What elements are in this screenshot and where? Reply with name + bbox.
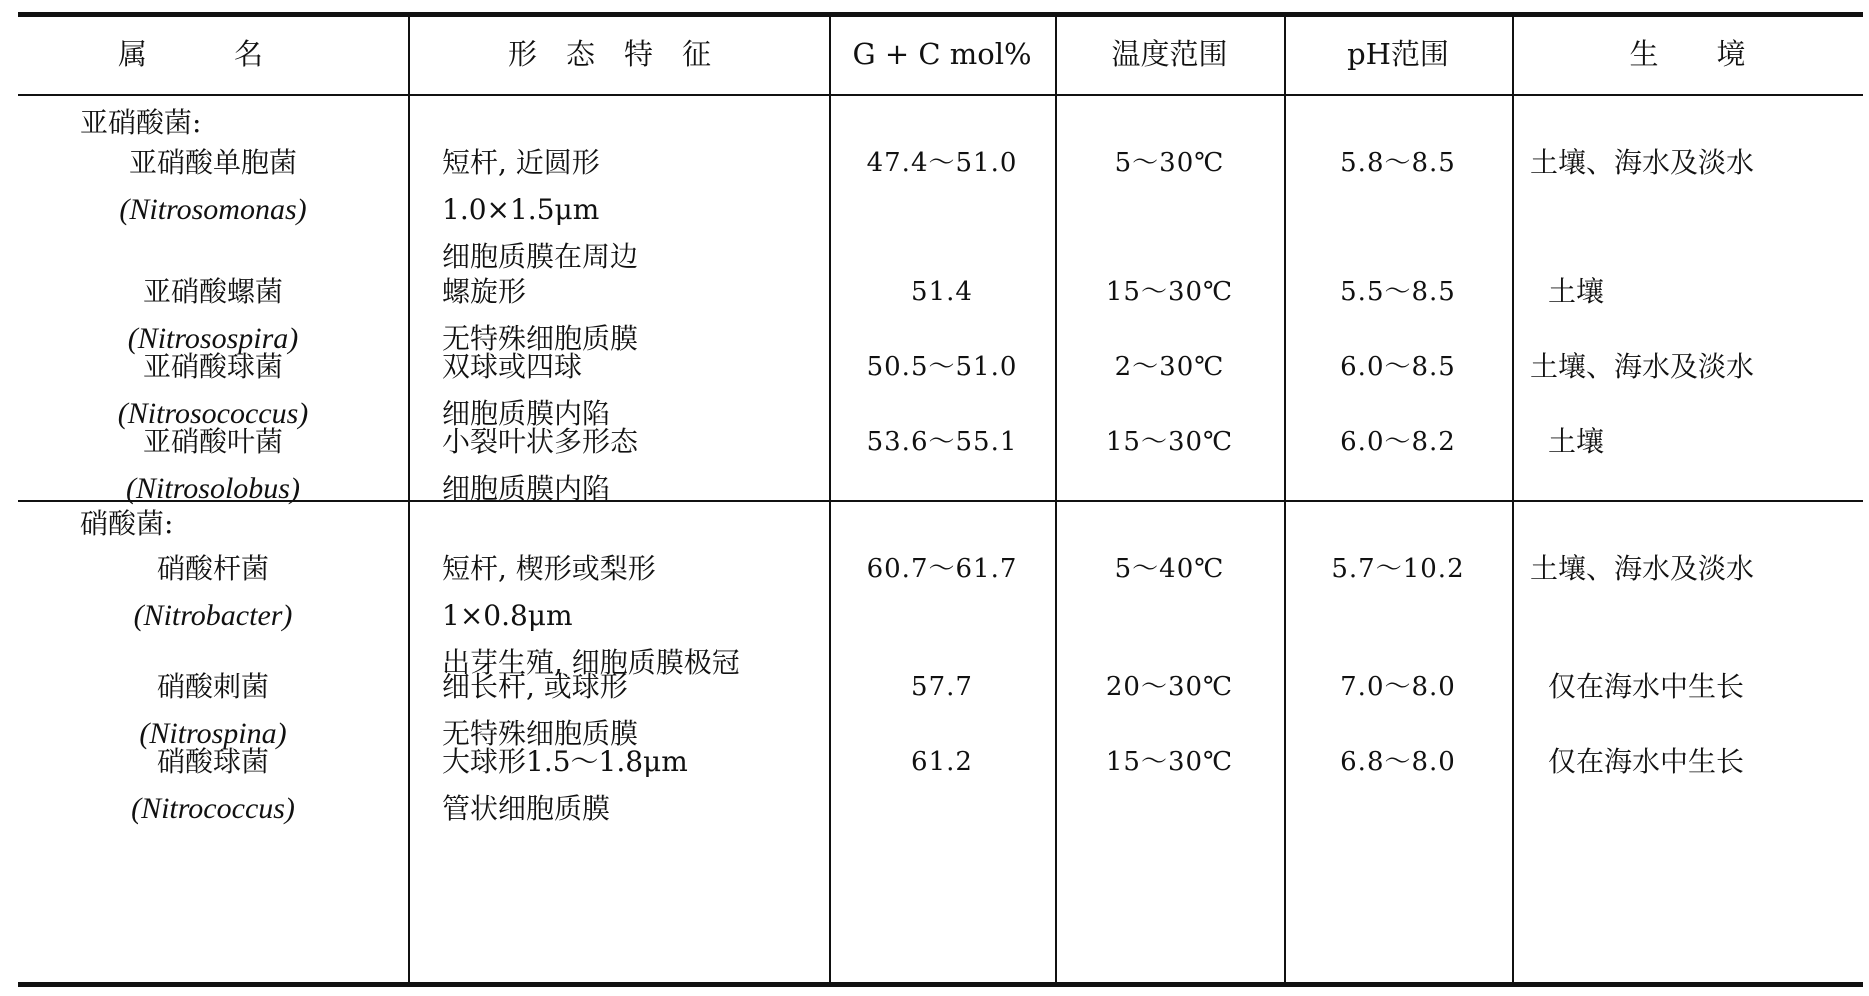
group-label-nitrate: 硝酸菌: bbox=[80, 507, 174, 540]
genus-name: 亚硝酸叶菌 bbox=[142, 425, 283, 458]
morphology-line: 小裂叶状多形态 bbox=[442, 425, 639, 458]
temperature-value: 15～30℃ bbox=[1105, 747, 1234, 777]
genus-latin: (Nitrospina) bbox=[139, 717, 287, 750]
genus-name: 硝酸杆菌 bbox=[156, 552, 269, 585]
header-temperature: 温度范围 bbox=[1111, 37, 1228, 71]
genus-name: 硝酸球菌 bbox=[156, 745, 269, 778]
habitat-value: 土壤、海水及淡水 bbox=[1530, 350, 1755, 383]
gc-value: 50.5～51.0 bbox=[866, 352, 1018, 382]
habitat-value: 土壤、海水及淡水 bbox=[1530, 552, 1755, 585]
morphology-line: 大球形1.5～1.8μm bbox=[442, 745, 688, 778]
habitat-value: 仅在海水中生长 bbox=[1548, 670, 1745, 703]
bacteria-table bbox=[18, 12, 1863, 987]
morphology-line: 细胞质膜在周边 bbox=[442, 240, 639, 273]
ph-value: 7.0～8.0 bbox=[1340, 672, 1456, 702]
temperature-value: 15～30℃ bbox=[1105, 427, 1234, 457]
ph-value: 5.7～10.2 bbox=[1331, 554, 1465, 584]
col-divider-5 bbox=[1512, 12, 1514, 987]
ph-value: 6.8～8.0 bbox=[1340, 747, 1456, 777]
genus-name: 亚硝酸球菌 bbox=[142, 350, 283, 383]
gc-value: 53.6～55.1 bbox=[866, 427, 1018, 457]
morphology-line: 出芽生殖, 细胞质膜极冠 bbox=[442, 646, 740, 679]
habitat-value: 土壤、海水及淡水 bbox=[1530, 146, 1755, 179]
morphology-line: 短杆, 楔形或梨形 bbox=[442, 552, 656, 585]
header-ph: pH范围 bbox=[1347, 37, 1449, 71]
temperature-value: 2～30℃ bbox=[1114, 352, 1225, 382]
morphology-line: 细胞质膜内陷 bbox=[442, 472, 611, 505]
header-rule bbox=[18, 94, 1863, 96]
temperature-value: 5～40℃ bbox=[1114, 554, 1225, 584]
genus-latin: (Nitrococcus) bbox=[131, 792, 295, 825]
group-label-nitrite: 亚硝酸菌: bbox=[80, 106, 202, 139]
header-genus: 属 名 bbox=[118, 37, 264, 71]
habitat-value: 仅在海水中生长 bbox=[1548, 745, 1745, 778]
genus-name: 硝酸刺菌 bbox=[156, 670, 269, 703]
genus-latin: (Nitrosococcus) bbox=[117, 397, 309, 430]
bottom-rule bbox=[18, 982, 1863, 987]
gc-value: 47.4～51.0 bbox=[866, 148, 1018, 178]
ph-value: 5.8～8.5 bbox=[1340, 148, 1456, 178]
gc-value: 57.7 bbox=[911, 672, 973, 702]
morphology-line: 1×0.8μm bbox=[442, 599, 573, 632]
morphology-line: 短杆, 近圆形 bbox=[442, 146, 600, 179]
morphology-line: 细长杆, 或球形 bbox=[442, 670, 628, 703]
morphology-line: 双球或四球 bbox=[442, 350, 583, 383]
habitat-value: 土壤 bbox=[1548, 425, 1605, 458]
genus-latin: (Nitrosospira) bbox=[127, 322, 299, 355]
temperature-value: 5～30℃ bbox=[1114, 148, 1225, 178]
morphology-line: 无特殊细胞质膜 bbox=[442, 717, 639, 750]
header-gc: G + C mol% bbox=[852, 37, 1032, 71]
header-habitat: 生 境 bbox=[1629, 37, 1746, 71]
genus-name: 亚硝酸螺菌 bbox=[142, 275, 283, 308]
header-morphology: 形 态 特 征 bbox=[508, 37, 712, 71]
top-rule bbox=[18, 12, 1863, 17]
genus-latin: (Nitrosomonas) bbox=[119, 193, 307, 226]
genus-name: 亚硝酸单胞菌 bbox=[128, 146, 297, 179]
gc-value: 61.2 bbox=[911, 747, 973, 777]
ph-value: 6.0～8.5 bbox=[1340, 352, 1456, 382]
morphology-line: 无特殊细胞质膜 bbox=[442, 322, 639, 355]
morphology-line: 螺旋形 bbox=[442, 275, 527, 308]
genus-latin: (Nitrosolobus) bbox=[126, 472, 300, 505]
temperature-value: 15～30℃ bbox=[1105, 277, 1234, 307]
ph-value: 5.5～8.5 bbox=[1340, 277, 1456, 307]
gc-value: 60.7～61.7 bbox=[866, 554, 1018, 584]
temperature-value: 20～30℃ bbox=[1105, 672, 1234, 702]
morphology-line: 细胞质膜内陷 bbox=[442, 397, 611, 430]
habitat-value: 土壤 bbox=[1548, 275, 1605, 308]
genus-latin: (Nitrobacter) bbox=[133, 599, 293, 632]
col-divider-1 bbox=[408, 12, 410, 987]
morphology-line: 管状细胞质膜 bbox=[442, 792, 611, 825]
ph-value: 6.0～8.2 bbox=[1340, 427, 1456, 457]
gc-value: 51.4 bbox=[911, 277, 973, 307]
morphology-line: 1.0×1.5μm bbox=[442, 193, 600, 226]
